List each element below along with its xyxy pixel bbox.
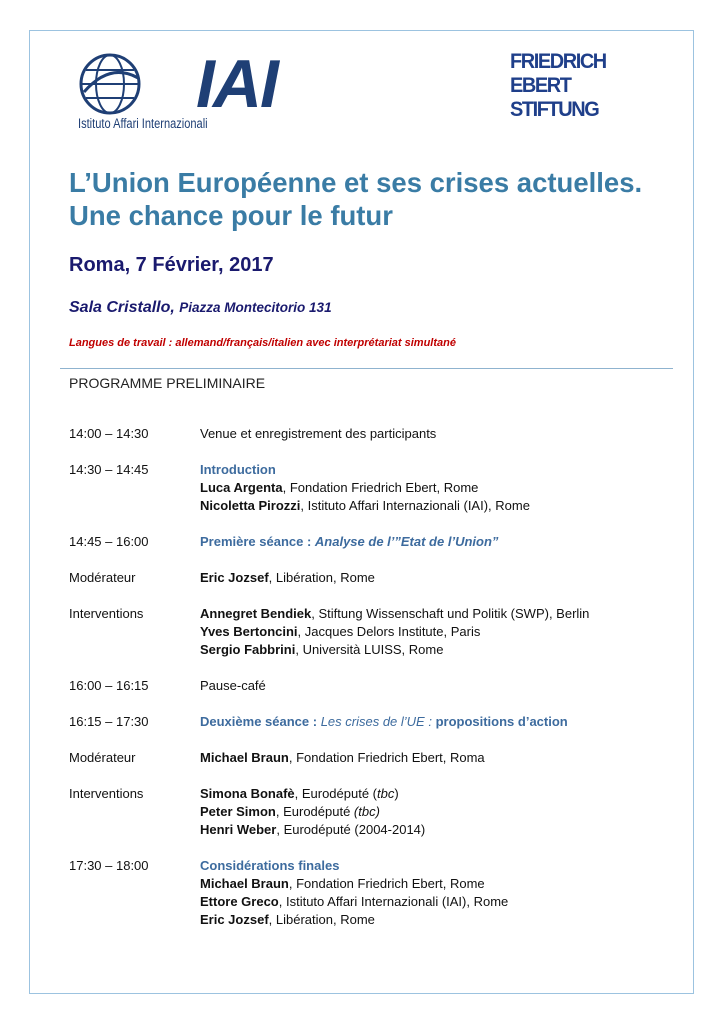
- program-text: , Fondation Friedrich Ebert, Rome: [288, 876, 485, 891]
- program-line: [200, 479, 530, 497]
- program-item: [69, 533, 669, 551]
- program-text: , Fondation Friedrich Ebert, Roma: [288, 750, 485, 765]
- title-line: Une chance pour le futur: [69, 200, 393, 231]
- program-time: 16:00 – 16:15: [69, 678, 149, 693]
- program-text: Pause-café: [200, 678, 266, 693]
- program-time: 17:30 – 18:00: [69, 858, 149, 873]
- program-details: [200, 713, 568, 731]
- speaker-name: Michael Braun: [200, 876, 289, 891]
- fes-line: STIFTUNG: [510, 98, 599, 121]
- program-details: [200, 677, 266, 695]
- program-details: [200, 785, 425, 839]
- program-heading: PROGRAMME PRELIMINAIRE: [69, 375, 266, 391]
- speaker-name: Henri Weber: [200, 822, 277, 837]
- program-details: [200, 605, 589, 659]
- program-text: propositions d’action: [435, 714, 568, 729]
- program-text: , Libération, Rome: [268, 570, 375, 585]
- speaker-name: Simona Bonafè: [200, 786, 295, 801]
- program-line: [200, 569, 375, 587]
- page-title: [69, 166, 642, 232]
- program-text: Première séance :: [200, 534, 315, 549]
- program-item: [69, 569, 669, 587]
- program-line: [200, 497, 530, 515]
- program-item: [69, 857, 669, 929]
- program-details: [200, 749, 485, 767]
- venue-address: Piazza Montecitorio 131: [179, 300, 332, 315]
- program-line: [200, 425, 436, 443]
- program-line: [200, 641, 589, 659]
- program-time: Interventions: [69, 786, 144, 801]
- program-text: ): [394, 786, 399, 801]
- program-line: [200, 605, 589, 623]
- speaker-name: Ettore Greco: [200, 894, 279, 909]
- iai-logo-mark: IAI: [196, 46, 277, 122]
- program-time: Modérateur: [69, 570, 136, 585]
- program-line: [200, 857, 508, 875]
- program-text: , Istituto Affari Internazionali (IAI), Rome: [278, 894, 509, 909]
- program-time: 14:45 – 16:00: [69, 534, 149, 549]
- event-date: Roma, 7 Février, 2017: [69, 254, 274, 276]
- title-line: L’Union Européenne et ses crises actuelles.: [69, 167, 643, 198]
- program-time: Interventions: [69, 606, 144, 621]
- fes-line: EBERT: [510, 74, 571, 97]
- working-languages: Langues de travail : allemand/français/italien avec interprétariat simultané: [69, 337, 456, 349]
- program-details: [200, 569, 375, 587]
- speaker-name: Michael Braun: [200, 750, 289, 765]
- program-time: 16:15 – 17:30: [69, 714, 149, 729]
- program-text: , Istituto Affari Internazionali (IAI), Rome: [300, 498, 530, 513]
- program-line: [200, 893, 508, 911]
- speaker-name: Eric Jozsef: [200, 912, 269, 927]
- program-line: [200, 911, 508, 929]
- program-item: [69, 677, 669, 695]
- program-text: Deuxième séance :: [200, 714, 321, 729]
- program-item: [69, 749, 669, 767]
- program-line: [200, 623, 589, 641]
- program-details: [200, 533, 498, 551]
- iai-logo: [78, 46, 277, 134]
- program-text: tbc: [377, 786, 395, 801]
- speaker-name: Eric Jozsef: [200, 570, 269, 585]
- venue-room: Sala Cristallo,: [69, 299, 175, 316]
- program-text: , Eurodéputé (: [294, 786, 378, 801]
- fes-line: FRIEDRICH: [510, 50, 606, 73]
- program-line: [200, 677, 266, 695]
- program-details: [200, 461, 530, 515]
- program-item: [69, 713, 669, 731]
- divider: [60, 368, 673, 369]
- iai-logo-name: Istituto Affari Internazionali: [78, 116, 208, 131]
- program-text: , Fondation Friedrich Ebert, Rome: [282, 480, 479, 495]
- program-item: [69, 461, 669, 515]
- speaker-name: Luca Argenta: [200, 480, 283, 495]
- program-text: , Libération, Rome: [268, 912, 375, 927]
- globe-icon: [78, 52, 142, 116]
- speaker-name: Annegret Bendiek: [200, 606, 312, 621]
- program-text: , Università LUISS, Rome: [295, 642, 444, 657]
- program-time: 14:00 – 14:30: [69, 426, 149, 441]
- speaker-name: Nicoletta Pirozzi: [200, 498, 301, 513]
- speaker-name: Yves Bertoncini: [200, 624, 298, 639]
- program-text: Considérations finales: [200, 858, 340, 873]
- program-details: [200, 857, 508, 929]
- speaker-name: Peter Simon: [200, 804, 276, 819]
- program-line: [200, 803, 425, 821]
- program-list: [69, 425, 669, 947]
- program-text: , Eurodéputé (2004-2014): [276, 822, 426, 837]
- program-line: [200, 875, 508, 893]
- program-details: [200, 425, 436, 443]
- program-text: , Jacques Delors Institute, Paris: [297, 624, 481, 639]
- event-venue: [69, 299, 332, 317]
- program-line: [200, 821, 425, 839]
- program-text: , Stiftung Wissenschaft und Politik (SWP), Berlin: [311, 606, 590, 621]
- program-time: 14:30 – 14:45: [69, 462, 149, 477]
- program-text: Introduction: [200, 462, 276, 477]
- program-line: [200, 713, 568, 731]
- program-text: Venue et enregistrement des participants: [200, 426, 437, 441]
- program-item: [69, 425, 669, 443]
- program-text: Analyse de l’”Etat de l’Union”: [314, 534, 499, 549]
- speaker-name: Sergio Fabbrini: [200, 642, 296, 657]
- program-text: (tbc): [353, 804, 380, 819]
- program-time: Modérateur: [69, 750, 136, 765]
- program-line: [200, 533, 498, 551]
- program-line: [200, 785, 425, 803]
- program-text: Les crises de l’UE :: [320, 714, 436, 729]
- fes-logo: [510, 50, 634, 122]
- program-line: [200, 461, 530, 479]
- program-item: [69, 605, 669, 659]
- program-line: [200, 749, 485, 767]
- program-item: [69, 785, 669, 839]
- program-text: , Eurodéputé: [275, 804, 354, 819]
